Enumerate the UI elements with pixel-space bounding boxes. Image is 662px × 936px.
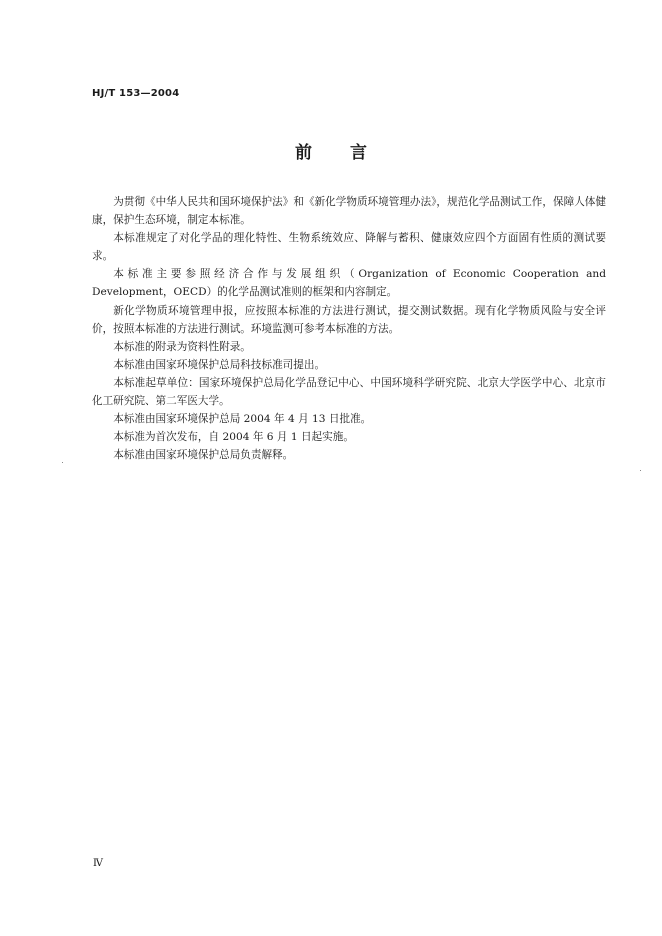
- paragraph-proposer: 本标准由国家环境保护总局科技标准司提出。: [113, 358, 326, 371]
- paragraph-appendix: 本标准的附录为资料性附录。: [113, 340, 251, 353]
- paragraph-scope: 本标准规定了对化学品的理化特性、生物系统效应、降解与蓄积、健康效应四个方面固有性质的测试要求。: [92, 232, 606, 263]
- paragraph-interpretation: 本标准由国家环境保护总局负责解释。: [113, 449, 294, 462]
- paragraph-application: 新化学物质环境管理申报，应按照本标准的方法进行测试，提交测试数据。现有化学物质风险与安全评价，按照本标准的方法进行测试。环境监测可参考本标准的方法。: [92, 304, 606, 335]
- page-number: Ⅳ: [93, 858, 103, 869]
- paragraph-effective-date: 本标准为首次发布，自 2004 年 6 月 1 日起实施。: [113, 431, 354, 444]
- scan-speck: [62, 462, 63, 463]
- page-title: 前言: [295, 143, 405, 163]
- paragraph-purpose: 为贯彻《中华人民共和国环境保护法》和《新化学物质环境管理办法》，规范化学品测试工作，保障人体健康，保护生态环境，制定本标准。: [92, 196, 606, 227]
- paragraph-reference: 本标准主要参照经济合作与发展组织（Organization of Economic Cooperation and Development，OECD）的化学品测试准则的框架和内容制定。: [92, 268, 606, 299]
- paragraph-drafters: 本标准起草单位：国家环境保护总局化学品登记中心、中国环境科学研究院、北京大学医学中心、北京市化工研究院、第二军医大学。: [92, 376, 606, 408]
- paragraph-approval: 本标准由国家环境保护总局 2004 年 4 月 13 日批准。: [113, 413, 372, 426]
- document-body: [92, 193, 606, 464]
- scan-speck: [640, 470, 641, 471]
- standard-code: HJ/T 153—2004: [92, 88, 180, 99]
